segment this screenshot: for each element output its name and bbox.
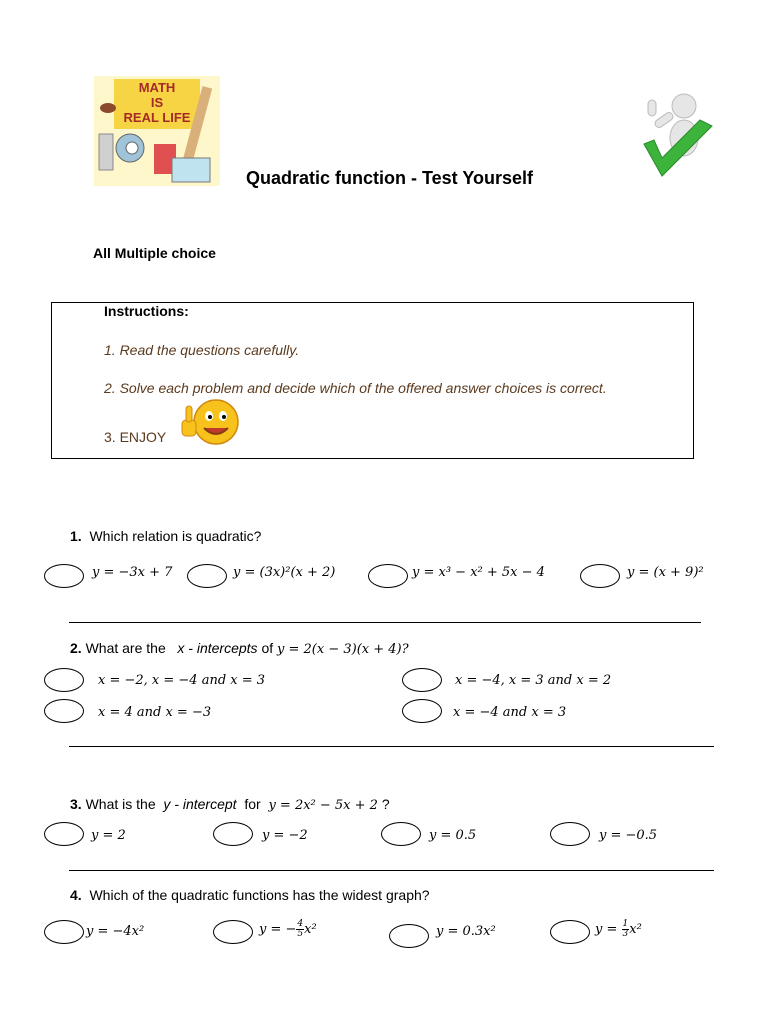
thumbs-up-check-icon [640,92,724,188]
q2-option-a-bubble[interactable] [44,668,84,692]
q3-option-c-bubble[interactable] [381,822,421,846]
q4-option-d-numerator: 1 [622,919,629,929]
q1-option-a: y = −3x + 7 [92,565,173,580]
q1-option-b-bubble[interactable] [187,564,227,588]
instructions-heading: Instructions: [104,303,189,319]
q1-option-a-bubble[interactable] [44,564,84,588]
q2-option-b: x = −4, x = 3 and x = 2 [455,673,612,688]
q4-option-b-numerator: 4 [297,919,304,929]
instruction-item-3: 3. ENJOY [104,429,167,445]
question-2-text-a: What are the [85,640,166,656]
q4-option-b-fraction [296,920,304,939]
q3-option-b-bubble[interactable] [213,822,253,846]
q4-option-d-denominator: 3 [622,929,629,939]
q4-option-b-bubble[interactable] [213,920,253,944]
page-title: Quadratic function - Test Yourself [246,168,534,188]
question-3-number: 3. [70,796,82,812]
question-3-text-b: y - intercept [163,796,237,812]
smiley-thumbs-up-icon [172,398,244,446]
q2-option-c: x = 4 and x = −3 [98,705,212,720]
q2-option-b-bubble[interactable] [402,668,442,692]
question-1-text: Which relation is quadratic? [89,528,262,544]
question-3-expr: y = 2x² − 5x + 2 [268,798,378,813]
q4-option-b-denominator: 5 [297,929,304,939]
q4-option-b [259,920,317,939]
q3-option-d: y = −0.5 [599,828,658,843]
divider-1 [69,622,701,623]
logo-line-3: REAL LIFE [123,110,191,125]
question-3 [70,796,390,813]
question-2 [70,640,409,657]
q1-option-b: y = (3x)²(x + 2) [233,565,336,580]
question-3-text-a: What is the [85,796,156,812]
question-3-qmark: ? [381,796,390,812]
q2-option-d: x = −4 and x = 3 [453,705,567,720]
logo-line-2: IS [150,95,164,110]
question-2-expr: y = 2(x − 3)(x + 4)? [277,642,409,657]
q4-option-d-prefix: y = [595,922,622,937]
q2-option-a: x = −2, x = −4 and x = 3 [98,673,266,688]
question-1 [70,528,261,544]
q3-option-a-bubble[interactable] [44,822,84,846]
question-4 [70,887,430,903]
q3-option-b: y = −2 [262,828,308,843]
divider-2 [69,746,714,747]
question-1-number: 1. [70,528,82,544]
question-4-text: Which of the quadratic functions has the widest graph? [89,887,430,903]
q4-option-a: y = −4x² [86,924,145,939]
q1-option-c: y = x³ − x² + 5x − 4 [412,565,545,580]
q4-option-c-bubble[interactable] [389,924,429,948]
math-is-real-life-logo [94,76,220,186]
q4-option-d-bubble[interactable] [550,920,590,944]
q4-option-b-prefix: y = − [259,922,297,937]
instruction-item-2: 2. Solve each problem and decide which of the offered answer choices is correct. [104,380,607,396]
q1-option-c-bubble[interactable] [368,564,408,588]
q3-option-c: y = 0.5 [429,828,477,843]
instruction-item-1: 1. Read the questions carefully. [104,342,300,358]
question-2-text-b: x - intercepts [177,640,258,656]
logo-line-1: MATH [138,80,176,95]
q1-option-d-bubble[interactable] [580,564,620,588]
q4-option-c: y = 0.3x² [436,924,496,939]
question-4-number: 4. [70,887,82,903]
q1-option-d: y = (x + 9)² [627,565,704,580]
question-2-number: 2. [70,640,82,656]
q2-option-d-bubble[interactable] [402,699,442,723]
q2-option-c-bubble[interactable] [44,699,84,723]
divider-3 [69,870,714,871]
q4-option-b-tail: x² [304,922,317,937]
subtitle: All Multiple choice [93,245,216,261]
q4-option-d [595,920,642,939]
q4-option-a-bubble[interactable] [44,920,84,944]
question-3-text-c: for [244,796,261,812]
q4-option-d-tail: x² [629,922,642,937]
q3-option-d-bubble[interactable] [550,822,590,846]
q3-option-a: y = 2 [91,828,126,843]
question-2-text-c: of [261,640,274,656]
